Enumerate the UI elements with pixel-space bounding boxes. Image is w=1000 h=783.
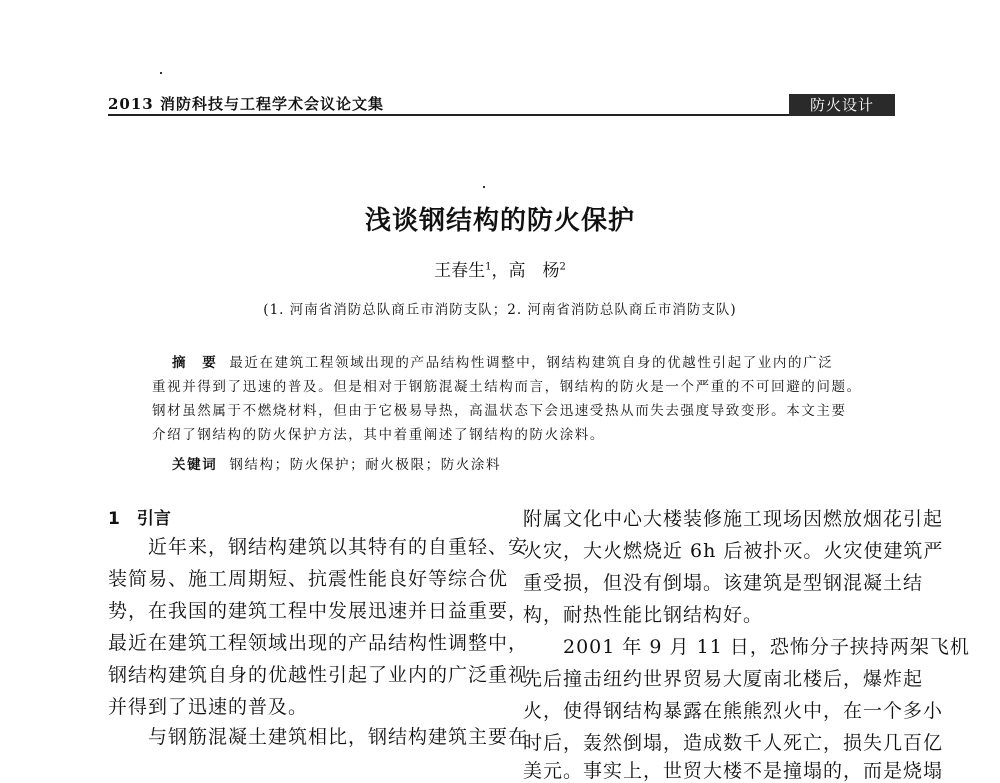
body-line: 美元。事实上，世贸大楼不是撞塌的，而是烧塌 <box>523 760 944 782</box>
body-line: 并得到了迅速的普及。 <box>108 696 309 718</box>
section-heading: 1 引言 <box>108 509 171 529</box>
author-separator: ， <box>491 261 509 281</box>
author-name: 王春生 <box>434 261 486 281</box>
body-line: 钢结构建筑自身的优越性引起了业内的广泛重视 <box>108 664 529 686</box>
author-list <box>0 256 1000 281</box>
keywords-text: 钢结构；防火保护；耐火极限；防火涂料 <box>229 457 502 473</box>
scan-speck <box>160 72 162 74</box>
body-line: 最近在建筑工程领域出现的产品结构性调整中， <box>108 632 529 654</box>
body-line: 时后，轰然倒塌，造成数千人死亡，损失几百亿 <box>523 732 944 754</box>
abstract-line: 钢材虽然属于不燃烧材料，但由于它极易导热，高温状态下会迅速受热从而失去强度导致变形。本文主要 <box>152 403 847 419</box>
keywords-line <box>172 453 501 473</box>
abstract-line <box>172 351 833 371</box>
body-line: 构，耐热性能比钢结构好。 <box>523 604 764 626</box>
abstract-label: 摘 要 <box>172 355 218 371</box>
body-line: 势，在我国的建筑工程中发展迅速并日益重要， <box>108 600 529 622</box>
body-line: 火灾，大火燃烧近 6h 后被扑灭。火灾使建筑严 <box>523 540 944 562</box>
body-line: 火，使得钢结构暴露在熊熊烈火中，在一个多小 <box>523 700 944 722</box>
abstract-line: 重视并得到了迅速的普及。但是相对于钢筋混凝土结构而言，钢结构的防火是一个严重的不可回避的问题。 <box>152 379 862 395</box>
body-line: 重受损，但没有倒塌。该建筑是型钢混凝土结 <box>523 572 924 594</box>
body-line: 附属文化中心大楼装修施工现场因燃放烟花引起 <box>523 508 944 530</box>
article-title: 浅谈钢结构的防火保护 <box>364 206 635 236</box>
abstract-line: 介绍了钢结构的防火保护方法，其中着重阐述了钢结构的防火涂料。 <box>152 427 605 443</box>
body-line: 先后撞击纽约世界贸易大厦南北楼后，爆炸起 <box>523 668 924 690</box>
body-line: 装简易、施工周期短、抗震性能良好等综合优 <box>108 568 509 590</box>
scan-speck <box>483 186 485 188</box>
author-affil-mark: 1 <box>485 261 492 273</box>
keywords-label: 关键词 <box>172 457 218 473</box>
section-badge: 防火设计 <box>789 94 895 116</box>
affiliation: (1. 河南省消防总队商丘市消防支队；2. 河南省消防总队商丘市消防支队) <box>263 302 737 318</box>
author-affil-mark: 2 <box>559 261 566 273</box>
body-line: 近年来，钢结构建筑以其特有的自重轻、安 <box>108 536 529 558</box>
abstract-text: 最近在建筑工程领域出现的产品结构性调整中，钢结构建筑自身的优越性引起了业内的广泛 <box>229 355 834 371</box>
journal-header: 2013 消防科技与工程学术会议论文集 <box>108 95 384 113</box>
author-name: 高 杨 <box>508 261 560 281</box>
body-line: 2001 年 9 月 11 日，恐怖分子挟持两架飞机 <box>523 636 970 658</box>
body-line: 与钢筋混凝土建筑相比，钢结构建筑主要在 <box>108 726 529 748</box>
header-rule <box>108 114 895 116</box>
